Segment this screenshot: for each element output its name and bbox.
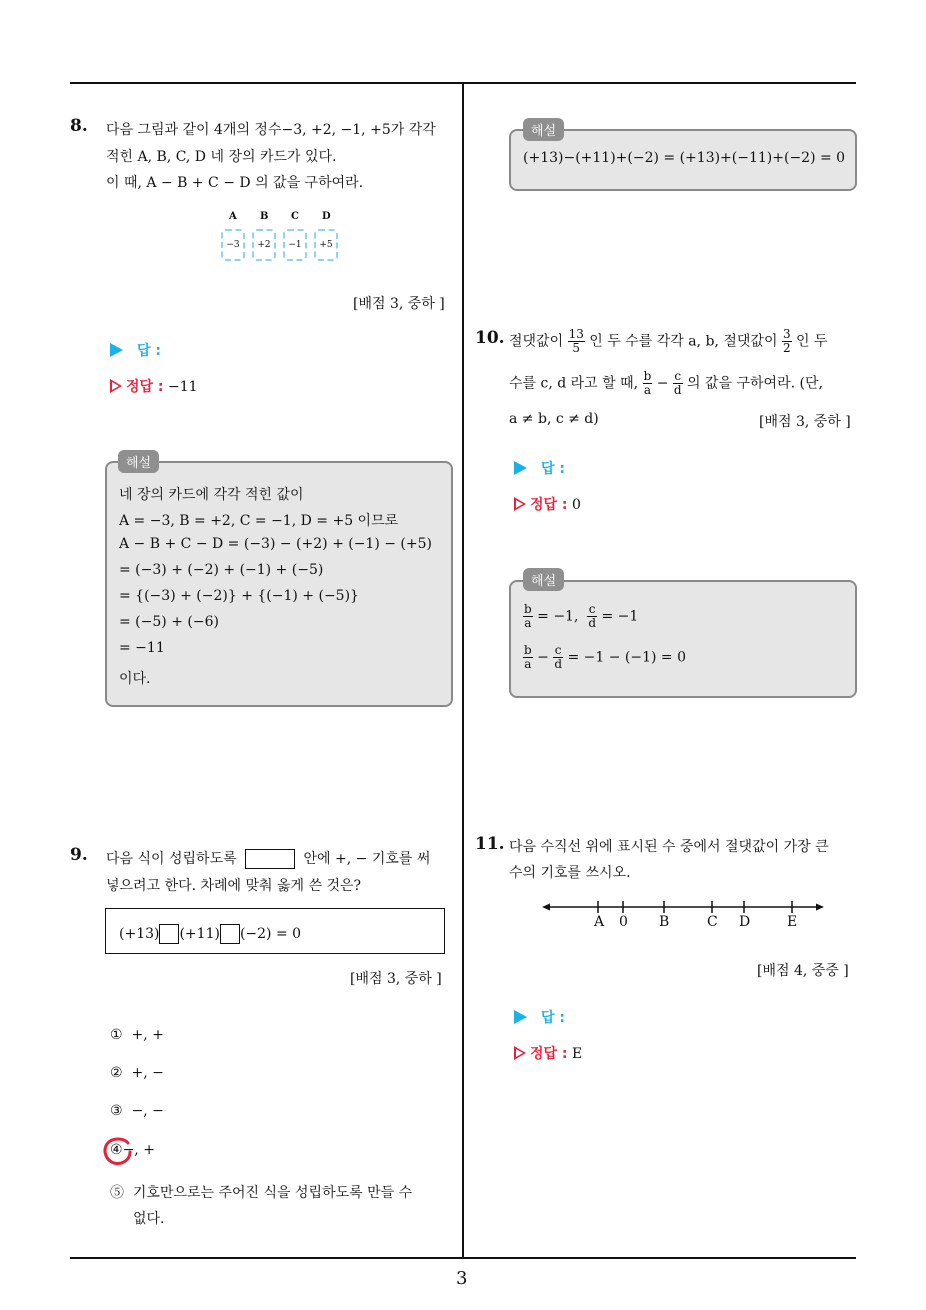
q10-solution-line1: $\frac{b}{a}$ = −1, $\frac{c}{d}$ = −1 [524,602,639,630]
q8-number: 8. [70,116,88,136]
q11-correct-answer: 정답 : E [514,1043,582,1063]
fraction-13-5: $\frac{13}{5}$ [568,327,584,355]
page-number: 3 [456,1268,468,1289]
q8-answer-label: 답 : [110,340,161,360]
q8-solution-line: = {(−3) + (−2)} + {(−1) + (−5)} [119,588,359,604]
q9-score: [배점 3, 중하 ] [350,971,442,987]
play-icon [514,1010,527,1024]
q10-solution-tag: 해설 [523,568,564,591]
column-divider [462,82,464,1258]
q8-text-line2: 적힌 A, B, C, D 네 장의 카드가 있다. [106,149,337,165]
q9-choice-2[interactable]: ② +, − [110,1065,164,1081]
card-d: +5 [314,229,338,261]
q11-text-line1: 다음 수직선 위에 표시된 수 중에서 절댓값이 가장 큰 [509,839,829,855]
card-letter-a: A [229,211,237,222]
q9-expression: (+13) (+11) (−2) = 0 [119,926,302,942]
q11-score: [배점 4, 중중 ] [757,963,849,979]
number-line-label-b: B [659,914,670,930]
card-letter-b: B [260,211,269,222]
q11-number: 11. [475,834,505,854]
number-line-label-e: E [787,914,798,930]
q9-solution-tag: 해설 [523,118,564,141]
outline-triangle-icon [514,1046,526,1060]
q8-solution-tag: 해설 [118,450,159,473]
number-line [540,896,826,920]
q8-score: [배점 3, 중하 ] [353,296,445,312]
blank-box [159,924,179,944]
q9-choice-1[interactable]: ① +, + [110,1027,164,1043]
number-line-label-0: 0 [619,914,628,930]
q11-text-line2: 수의 기호를 쓰시오. [509,865,631,881]
number-line-label-c: C [707,914,718,930]
q8-solution-line: A = −3, B = +2, C = −1, D = +5 이므로 [119,513,399,529]
q8-solution-line: 이다. [119,671,151,687]
number-line-label-d: D [739,914,751,930]
q8-correct-answer: 정답 : −11 [110,376,198,396]
q9-choice-5[interactable]: ⑤ 기호만으로는 주어진 식을 성립하도록 만들 수 [110,1185,413,1201]
outline-triangle-icon [514,497,526,511]
q10-solution-box [509,580,857,698]
fraction-b-a: $\frac{b}{a}$ [524,643,532,671]
q10-score: [배점 3, 중하 ] [759,414,851,430]
q9-text-line1: 다음 식이 성립하도록 안에 +, − 기호를 써 [106,851,431,867]
q8-solution-line: = (−3) + (−2) + (−1) + (−5) [119,562,324,578]
q9-choice-4[interactable]: ④−, + [110,1142,155,1158]
number-line-label-a: A [594,914,605,930]
q9-choice-3[interactable]: ③ −, − [110,1103,164,1119]
fraction-b-a: $\frac{b}{a}$ [643,369,652,397]
q8-solution-line: = (−5) + (−6) [119,614,219,630]
q8-solution-line: = −11 [119,640,165,656]
card-letter-d: D [322,211,331,222]
q10-solution-line2: $\frac{b}{a}$ − $\frac{c}{d}$ = −1 − (−1) = 0 [524,643,687,671]
card-letter-c: C [291,211,299,222]
q11-answer-label: 답 : [514,1007,565,1027]
q10-text-line1: 절댓값이 $\frac{13}{5}$ 인 두 수를 각각 a, b, 절댓값이 $\frac{3}{2}$ 인 두 [509,327,828,355]
card-b: +2 [252,229,276,261]
blank-box [220,924,240,944]
play-icon [110,343,123,357]
q9-solution-line: (+13)−(+11)+(−2) = (+13)+(−11)+(−2) = 0 [523,150,846,166]
q9-text-line2: 넣으려고 한다. 차례에 맞춰 옳게 쓴 것은? [106,878,362,894]
outline-triangle-icon [110,379,122,393]
q8-text-line3: 이 때, A − B + C − D 의 값을 구하여라. [106,175,364,191]
bottom-rule [70,1257,856,1259]
q10-answer-label: 답 : [514,458,565,478]
fraction-3-2: $\frac{3}{2}$ [782,327,791,355]
blank-box [245,849,295,869]
card-a: −3 [221,229,245,261]
fraction-b-a: $\frac{b}{a}$ [524,602,532,630]
q10-number: 10. [475,328,505,348]
q8-solution-line: 네 장의 카드에 각각 적힌 값이 [119,487,304,503]
q9-number: 9. [70,845,88,865]
fraction-c-d: $\frac{c}{d}$ [673,369,682,397]
fraction-c-d: $\frac{c}{d}$ [554,643,563,671]
q10-text-line2: 수를 c, d 라고 할 때, $\frac{b}{a}$ − $\frac{c}{d}$ 의 값을 구하여라. (단, [509,369,823,397]
q8-solution-line: A − B + C − D = (−3) − (+2) + (−1) − (+5) [119,536,432,552]
fraction-c-d: $\frac{c}{d}$ [588,602,597,630]
q10-text-line3: a ≠ b, c ≠ d) [509,411,599,427]
card-c: −1 [283,229,307,261]
selected-answer-circle-icon [102,1135,134,1167]
q9-choice-5-line2: 없다. [133,1211,165,1227]
q8-text-line1: 다음 그림과 같이 4개의 정수−3, +2, −1, +5가 각각 [106,122,436,138]
play-icon [514,461,527,475]
q10-correct-answer: 정답 : 0 [514,494,581,514]
